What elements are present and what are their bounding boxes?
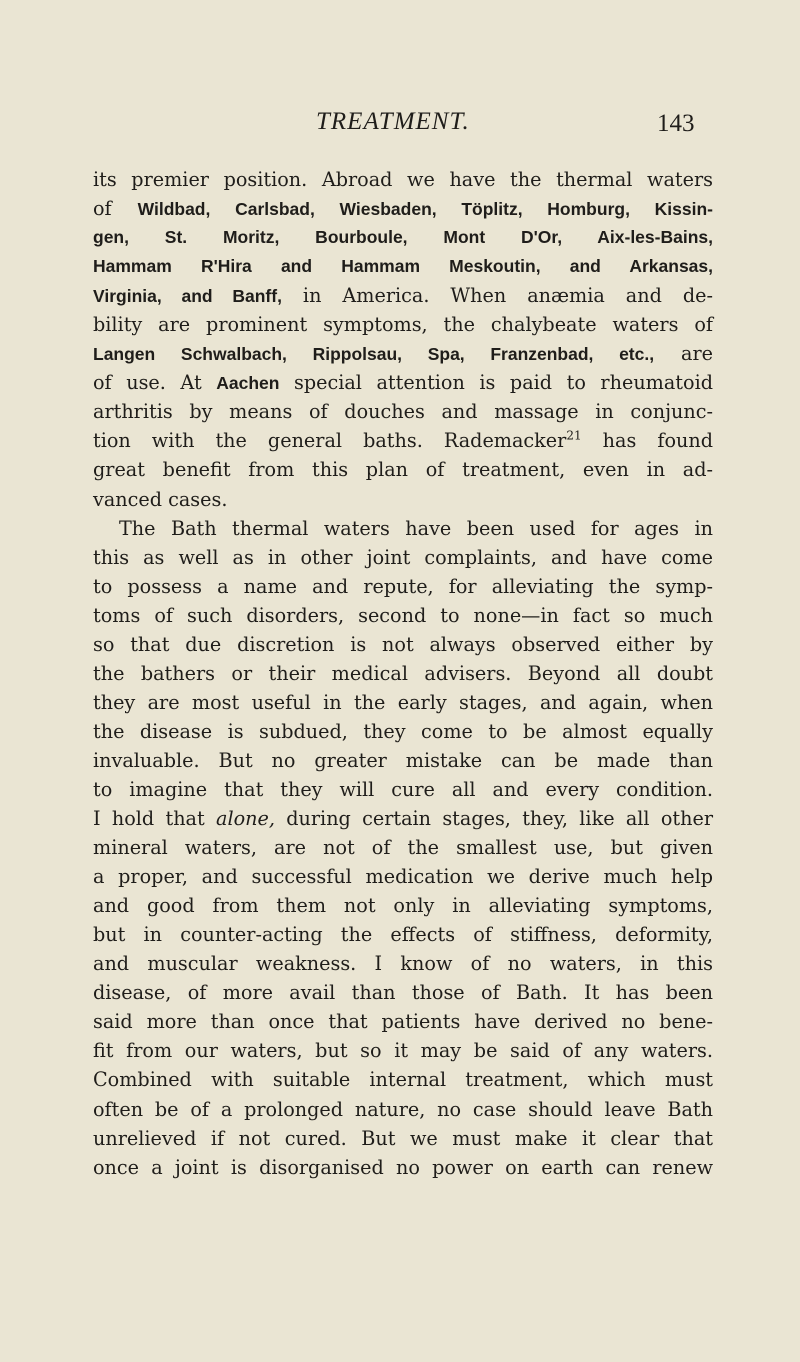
page-number: 143 (657, 110, 695, 137)
footnote-reference: 21 (566, 429, 582, 444)
text-line: said more than once that patients have derived no bene- (93, 1010, 713, 1034)
text-line: Combined with suitable internal treatment, which must (93, 1068, 713, 1092)
text-line: once a joint is disorganised no power on earth can renew (93, 1155, 713, 1179)
text-line: and good from them not only in alleviating symptoms, (93, 894, 713, 918)
text-line: bility are prominent symptoms, the chalybeate waters of (93, 313, 713, 337)
place-names: Virginia, and Banff, (93, 286, 282, 307)
text-line: disease, of more avail than those of Bath. It has been (93, 981, 713, 1005)
text-line: this as well as in other joint complaints, and have come (93, 545, 713, 569)
text-line: tion with the general baths. Rademacker$^{21}$ has found (93, 429, 713, 453)
text-line: but in counter-acting the effects of stiffness, deformity, (93, 923, 713, 947)
place-name: Aachen (216, 373, 280, 394)
text-line: Hammam R'Hira and Hammam Meskoutin, and Arkansas, (93, 256, 713, 277)
text-line: the bathers or their medical advisers. Beyond all doubt (93, 661, 713, 685)
text-line: gen, St. Moritz, Bourboule, Mont D'Or, Aix-les-Bains, (93, 227, 713, 248)
text-line: of Wildbad, Carlsbad, Wiesbaden, Töplitz, Homburg, Kissin- (93, 197, 713, 221)
text-line: they are most useful in the early stages, and again, when (93, 690, 713, 714)
text-line: its premier position. Abroad we have the thermal waters (93, 168, 713, 191)
text-line: Langen Schwalbach, Rippolsau, Spa, Franzenbad, etc., are (93, 342, 713, 366)
text-line: to imagine that they will cure all and every condition. (93, 777, 713, 801)
text-line: so that due discretion is not always observed either by (93, 632, 713, 656)
running-title: TREATMENT. (316, 108, 470, 135)
text-line: fit from our waters, but so it may be said of any waters. (93, 1039, 713, 1063)
text-line: I hold that alone, during certain stages, they, like all other (93, 807, 713, 831)
text-line: Virginia, and Banff, in America. When anæmia and de- (93, 284, 714, 308)
text-line: mineral waters, are not of the smallest use, but given (93, 836, 713, 860)
text-line: and muscular weakness. I know of no waters, in this (93, 952, 713, 976)
text-line: great benefit from this plan of treatment, even in ad- (93, 458, 713, 482)
text-line: to possess a name and repute, for alleviating the symp- (93, 574, 713, 598)
text-line: a proper, and successful medication we derive much help (93, 865, 713, 889)
text-line: vanced cases. (93, 487, 228, 511)
text-line: unrelieved if not cured. But we must make it clear that (93, 1126, 713, 1150)
text-line: toms of such disorders, second to none—in fact so much (93, 603, 713, 627)
text-line: of use. At Aachen special attention is paid to rheumatoid (93, 371, 713, 395)
text-line: often be of a prolonged nature, no case should leave Bath (93, 1097, 713, 1121)
emphasis: alone, (216, 807, 275, 831)
text-line: The Bath thermal waters have been used for ages in (119, 516, 713, 540)
text-line: invaluable. But no greater mistake can be made than (93, 748, 713, 772)
place-names: Wildbad, Carlsbad, Wiesbaden, Töplitz, Homburg, Kissin- (137, 199, 713, 220)
text-line: arthritis by means of douches and massage in conjunc- (93, 400, 713, 424)
text-line: the disease is subdued, they come to be almost equally (93, 719, 713, 743)
place-names: Langen Schwalbach, Rippolsau, Spa, Franzenbad, etc., (93, 344, 655, 365)
body-text (93, 165, 713, 1182)
